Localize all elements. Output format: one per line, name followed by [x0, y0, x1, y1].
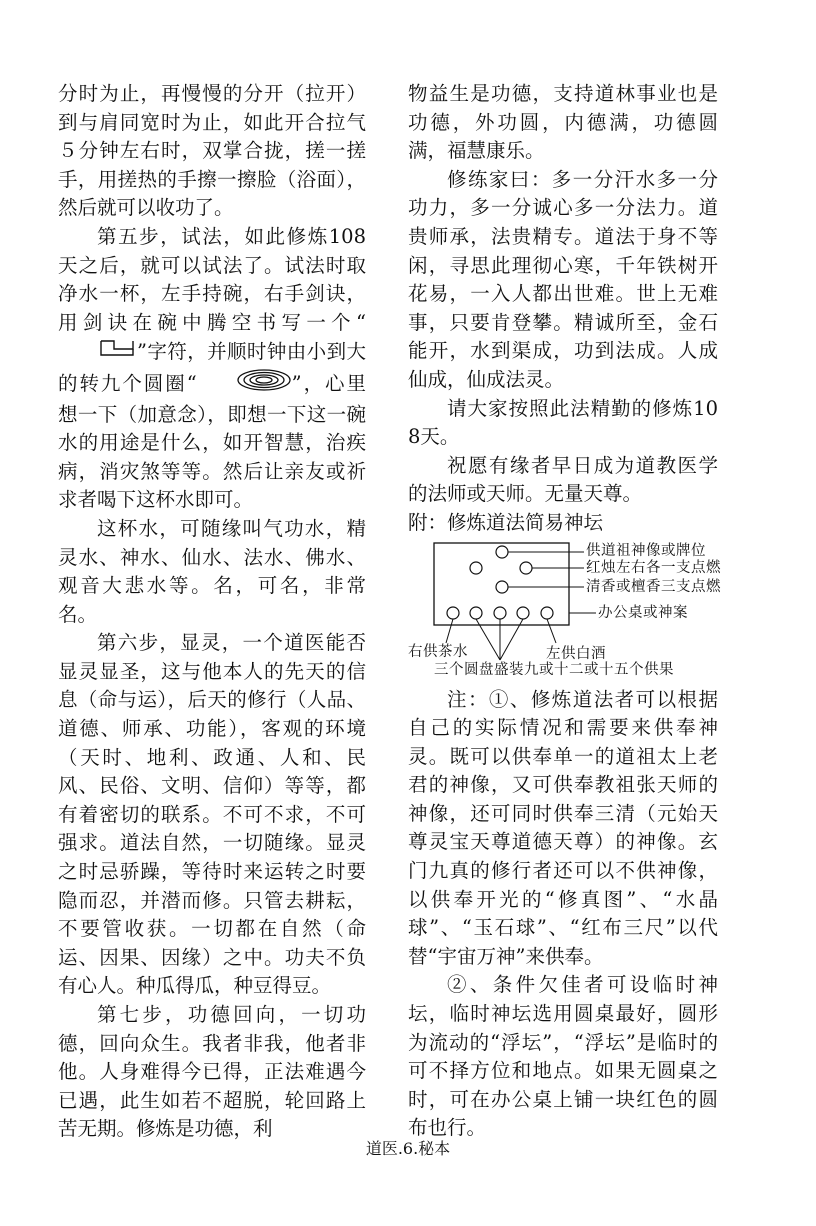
fruit-plate-circle	[494, 607, 506, 619]
paragraph: 物益生是功德，支持道林事业也是功德，外功圆，内德满，功德圆满，福慧康乐。	[408, 82, 718, 163]
paragraph: 请大家按照此法精勤的修炼108天。	[408, 396, 718, 449]
paragraph: 祝愿有缘者早日成为道教医学的法师或天师。无量天尊。	[408, 453, 718, 506]
diagram-label-wine: 左供白酒	[546, 645, 606, 662]
diagram-label-candles: 红烛左右各一支点燃	[586, 559, 721, 576]
diagram-label-table: 办公桌或神案	[598, 604, 688, 621]
spiral-circles-icon	[197, 368, 292, 401]
paragraph: 修练家曰：多一分汗水多一分功力，多一分诚心多一分法力。道贵师承，法贵精专。道法于身不等闲，寻思此理彻心寒，千年铁树开花易，一入人都出世难。世上无难事，只要肯登攀。精诚所至，金石能开，水到渠成，功到法成。人成仙成，仙成法灵。	[408, 167, 718, 391]
text-segment: ”，心里想一下（加意念），即想一下这一碗水的用途是什么，如开智慧，治疾病，消灾煞等等。然后让亲友或祈求者喝下这杯水即可。	[58, 371, 366, 512]
candle-right-circle	[520, 562, 532, 574]
fruit-plate-circle	[517, 607, 529, 619]
tea-circle	[447, 607, 459, 619]
text-segment: ”字符，并顺时钟由小到大的转九个圆圈“	[58, 340, 366, 395]
left-column	[58, 80, 366, 1144]
talisman-symbol-icon	[58, 337, 137, 368]
page-footer: 道医.6.秘本	[365, 1139, 451, 1158]
text-segment: 第五步，试法，如此修炼108天之后，就可以试法了。试法时取净水一杯，左手持碗，右手剑诀，用剑诀在碗中腾空书写一个“	[58, 224, 366, 334]
altar-table-outline	[434, 543, 569, 625]
wine-circle	[541, 607, 553, 619]
paragraph: 分时为止，再慢慢的分开（拉开）到与肩同宽时为止，如此开合拉气５分钟左右时，双掌合拢，搓一搓手，用搓热的手擦一擦脸（浴面），然后就可以收功了。	[58, 82, 366, 220]
diagram-label-incense: 清香或檀香三支点燃	[586, 578, 721, 595]
candle-left-circle	[470, 562, 482, 574]
incense-circle	[496, 581, 508, 593]
note-paragraph: ②、条件欠佳者可设临时神坛，临时神坛选用圆桌最好，圆形为流动的“浮坛”，“浮坛”是临时的可不择方位和地点。如果无圆桌之时，可在办公桌上铺一块红色的圆布也行。	[408, 973, 718, 1140]
deity-circle	[496, 546, 508, 558]
paragraph: 这杯水，可随缘叫气功水，精灵水、神水、仙水、法水、佛水、观音大悲水等。名，可名，非常名。	[58, 516, 366, 626]
fruit-plate-circle	[470, 607, 482, 619]
diagram-title: 附：修炼道法简易神坛	[408, 510, 604, 534]
note-paragraph: 注：①、修炼道法者可以根据自己的实际情况和需要来供奉神灵。既可以供奉单一的道祖太上老君的神像，又可供奉教祖张天师的神像，还可同时供奉三清（元始天尊灵宝天尊道德天尊）的神像。玄门九真的修行者还可以不供神像，以供奉开光的“修真图”、“水晶球”、“玉石球”、“红布三尺”以代替“宇宙万神”来供奉。	[408, 687, 718, 968]
diagram-label-fruit: 三个圆盘盛装九或十二或十五个供果	[434, 661, 674, 678]
paragraph-step-seven: 第七步，功德回向，一切功德，回向众生。我者非我，他者非他。人身难得今已得，正法难遇今已遇，此生如若不超脱，轮回路上苦无期。修炼是功德，利	[58, 1003, 366, 1141]
diagram-label-tea: 右供茶水	[408, 643, 468, 660]
paragraph-step-five	[58, 223, 366, 515]
diagram-label-deity: 供道祖神像或牌位	[586, 542, 706, 559]
altar-diagram	[408, 540, 753, 682]
paragraph-step-six: 第六步，显灵，一个道医能否显灵显圣，这与他本人的先天的信息（命与运），后天的修行（人品、道德、师承、功能），客观的环境（天时、地利、政通、人和、民风、民俗、文明、信仰）等等，都有着密切的联系。不可不求，不可强求。道法自然，一切随缘。显灵之时忌骄躁，等待时来运转之时要隐而忍，并潜而修。只管去耕耘，不要管收获。一切都在自然（命运、因果、因缘）之中。功夫不负有心人。种瓜得瓜，种豆得豆。	[58, 631, 366, 998]
right-column	[408, 80, 721, 1143]
